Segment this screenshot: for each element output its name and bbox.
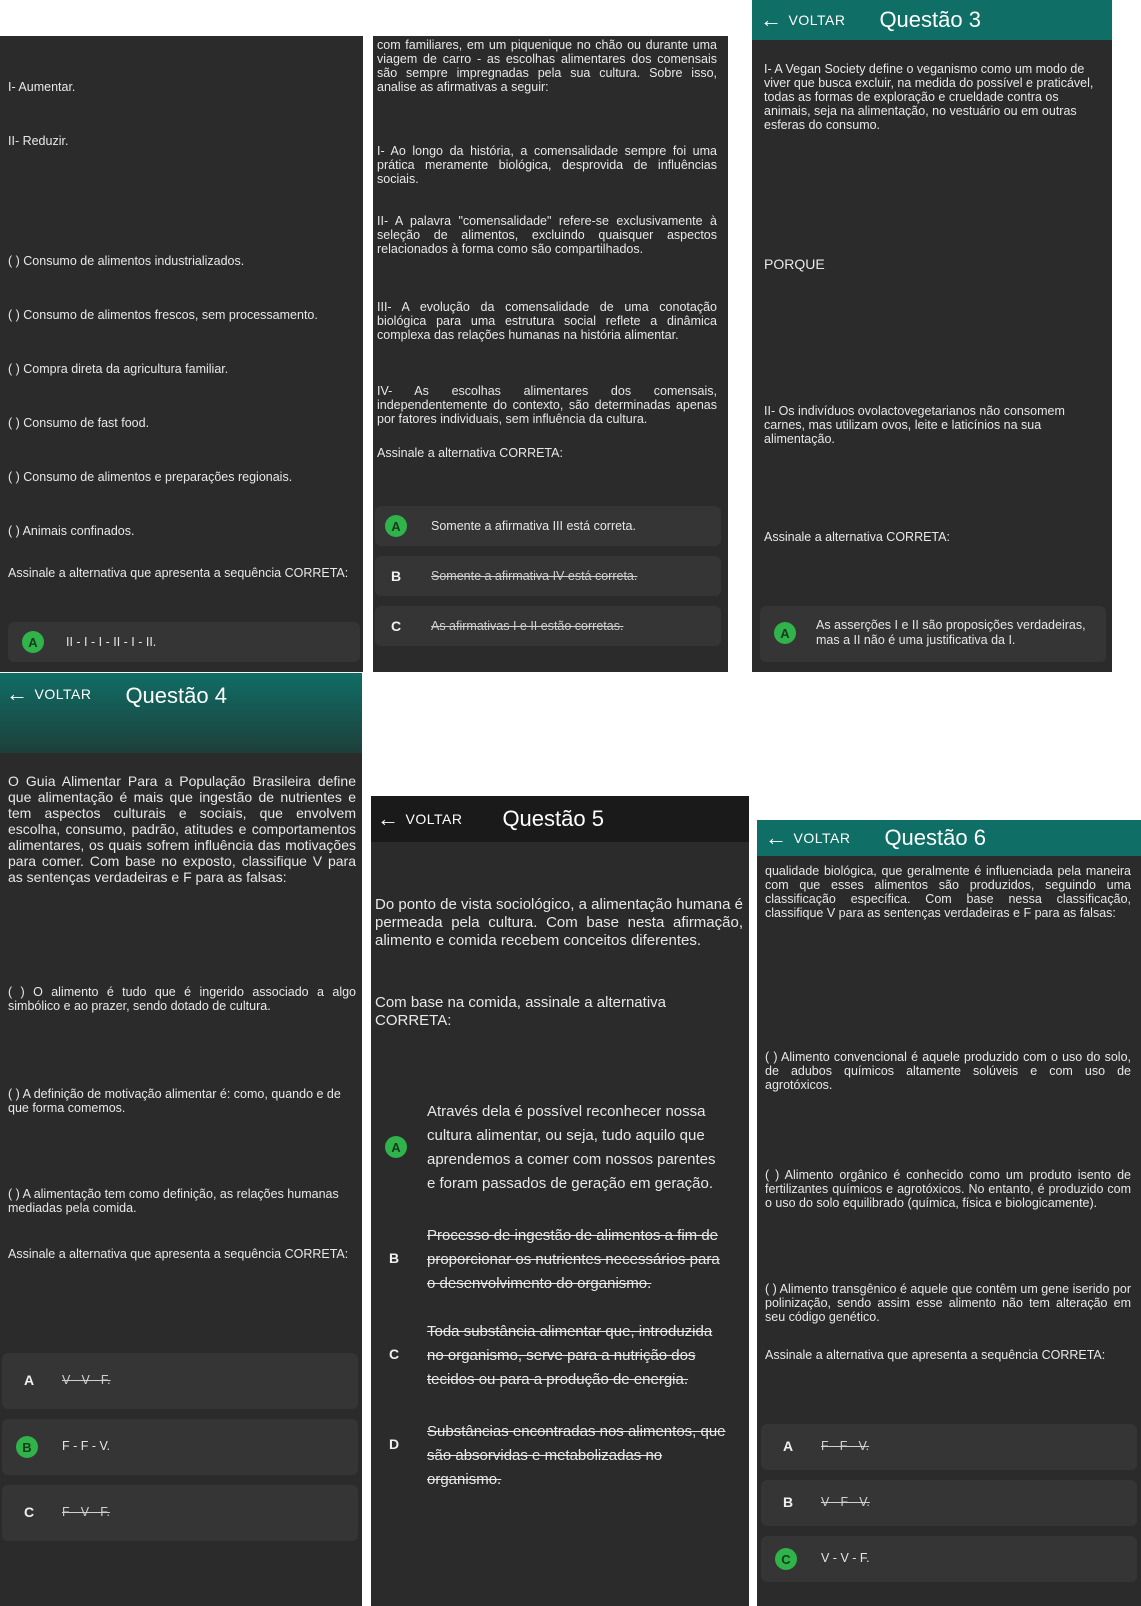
option-a[interactable] [760,606,1106,662]
question-panel-2 [373,36,728,672]
option-text: Através dela é possível reconhecer nossa cultura alimentar, ou seja, tudo aquilo que aprendemos a comer com nossos parentes e foram passados de geração em geração. [427,1103,716,1192]
option-text: Substâncias encontradas nos alimentos, que são absorvidas e metabolizadas no organismo. [427,1423,726,1488]
option-letter: D [389,1436,400,1452]
back-label: VOLTAR [405,811,463,827]
option-c[interactable] [371,1316,749,1396]
option-c[interactable] [2,1485,358,1541]
question-header [371,796,749,842]
question-prompt: Assinale a alternativa que apresenta a sequência CORRETA: [8,1247,349,1261]
option-a[interactable] [2,1353,358,1409]
selected-answer-badge: A [22,631,44,653]
back-button[interactable] [6,683,91,705]
selected-answer-badge: A [774,622,796,644]
question-intro: O Guia Alimentar Para a População Brasileira define que alimentação é mais que ingestão de nutrientes e tem aspectos culturais e sociais, que envolvem escolha, consumo, padrão, atitudes e comportamentos alimentares, os quais sofrem influência das motivações para comer. Com base no exposto, classifique V para as sentenças verdadeiras e F para as falsas: [8,773,356,885]
statement-line: I- Aumentar. [8,80,76,94]
statement-line: ( ) Consumo de alimentos e preparações regionais. [8,470,293,484]
question-intro: Do ponto de vista sociológico, a alimentação humana é permeada pela cultura. Com base nesta afirmação, alimento e comida recebem conceitos diferentes. [375,896,743,949]
option-text: V - F - V. [821,1495,870,1509]
back-label: VOLTAR [793,830,851,846]
statement-1: ( ) O alimento é tudo que é ingerido associado a algo simbólico e ao prazer, sendo dotado de cultura. [8,985,356,1013]
selected-answer-badge: B [16,1436,38,1458]
option-text: Processo de ingestão de alimentos a fim de proporcionar os nutrientes necessários para o desenvolvimento do organismo. [427,1227,720,1292]
question-header [757,820,1141,856]
question-intro: com familiares, em um piquenique no chão ou durante uma viagem de carro - as escolhas alimentares dos comensais são sempre impregnadas pela sua cultura. Sobre isso, analise as afirmativas a seguir: [377,38,717,94]
option-letter: C [389,1346,400,1362]
statement-line: ( ) Animais confinados. [8,524,135,538]
option-letter: B [389,1250,400,1266]
option-c[interactable] [375,606,721,646]
porque-label: PORQUE [764,256,825,272]
arrow-left-icon: ← [765,825,788,850]
option-c[interactable] [761,1536,1137,1582]
option-a[interactable] [761,1424,1137,1470]
statement-2: ( ) A definição de motivação alimentar é: como, quando e de que forma comemos. [8,1087,341,1115]
back-button[interactable] [765,827,850,849]
back-button[interactable] [377,808,462,830]
statement-1: ( ) Alimento convencional é aquele produzido com o uso do solo, de adubos químicos altamente solúveis e com uso de agrotóxicos. [765,1050,1131,1092]
option-letter: B [783,1494,794,1510]
option-b[interactable] [371,1220,749,1300]
back-label: VOLTAR [788,12,846,28]
selected-answer-badge: C [775,1548,797,1570]
statement-2: ( ) Alimento orgânico é conhecido como um produto isento de fertilizantes químicos e agrotóxicos. No entanto, é produzido com o uso do solo equilibrado (química, física e biologicamente). [765,1168,1131,1210]
selected-answer-badge: A [385,515,407,537]
question-prompt: Assinale a alternativa CORRETA: [377,446,563,460]
question-panel-3 [752,0,1112,672]
question-panel-4 [0,673,362,1606]
option-text: F - V - F. [62,1505,110,1519]
option-d[interactable] [371,1416,749,1488]
question-prompt: Assinale a alternativa CORRETA: [764,530,950,544]
statement-3: ( ) Alimento transgênico é aquele que contêm um gene iserido por polinização, sendo assim esse alimento não tem alteração em seu código genético. [765,1282,1131,1324]
option-text: As afirmativas I e II estão corretas. [431,619,624,633]
back-label: VOLTAR [34,686,92,702]
statement-line: ( ) Consumo de alimentos industrializados. [8,254,245,268]
option-text: Somente a afirmativa IV está correta. [431,569,638,583]
question-title: Questão 3 [879,7,981,32]
statement-line: ( ) Compra direta da agricultura familiar. [8,362,229,376]
option-text: Somente a afirmativa III está correta. [431,519,636,533]
arrow-left-icon: ← [6,681,29,706]
question-panel-1 [0,36,363,672]
option-letter: C [391,618,402,634]
option-a[interactable] [8,622,360,662]
option-b[interactable] [375,556,721,596]
affirmative-4: IV- As escolhas alimentares dos comensais, independentemente do contexto, são determinadas apenas por fatores individuais, sem influência da cultura. [377,384,717,426]
question-prompt: Assinale a alternativa que apresenta a sequência CORRETA: [8,566,349,580]
affirmative-1: I- Ao longo da história, a comensalidade sempre foi uma prática meramente biológica, desprovida de influências sociais. [377,144,717,186]
option-text: V - V - F. [821,1551,870,1565]
option-letter: A [783,1438,794,1454]
option-letter: A [24,1372,35,1388]
option-text: V - V - F. [62,1373,111,1387]
option-letter: B [391,568,402,584]
option-text: F - F - V. [821,1439,870,1453]
question-header [752,0,1112,40]
statement-line: ( ) Consumo de fast food. [8,416,150,430]
back-button[interactable] [760,9,845,31]
question-title: Questão 6 [884,825,986,850]
arrow-left-icon: ← [377,806,400,831]
question-panel-6 [757,820,1141,1606]
option-text: As asserções I e II são proposições verdadeiras, mas a II não é uma justificativa da I. [816,618,1086,647]
option-a[interactable] [371,1096,749,1202]
selected-answer-badge: A [385,1136,407,1158]
arrow-left-icon: ← [760,7,783,32]
option-text: II - I - I - II - I - II. [66,635,157,649]
assertion-1: I- A Vegan Society define o veganismo como um modo de viver que busca excluir, na medida do possível e praticável, todas as formas de exploração e crueldade contra os animais, seja na alimentação, no vestuário ou em outras esferas do consumo. [764,62,1094,132]
option-letter: C [24,1504,35,1520]
question-panel-5 [371,796,749,1606]
affirmative-3: III- A evolução da comensalidade de uma conotação biológica para uma estrutura social reflete a dinâmica complexa das relações humanas na história alimentar. [377,300,717,342]
statement-line: ( ) Consumo de alimentos frescos, sem processamento. [8,308,318,322]
statement-3: ( ) A alimentação tem como definição, as relações humanas mediadas pela comida. [8,1187,339,1215]
affirmative-2: II- A palavra "comensalidade" refere-se exclusivamente à seleção de alimentos, excluindo quaisquer aspectos relacionados à forma como são compartilhados. [377,214,717,256]
question-header [0,673,362,753]
option-text: F - F - V. [62,1439,111,1453]
question-prompt: Com base na comida, assinale a alternativa CORRETA: [375,994,666,1029]
option-b[interactable] [761,1480,1137,1526]
option-b[interactable] [2,1419,358,1475]
option-a[interactable] [375,506,721,546]
question-title: Questão 5 [502,806,604,831]
question-prompt: Assinale a alternativa que apresenta a sequência CORRETA: [765,1348,1106,1362]
option-text: Toda substância alimentar que, introduzida no organismo, serve para a nutrição dos tecidos ou para a produção de energia. [427,1323,713,1388]
question-intro: qualidade biológica, que geralmente é influenciada pela maneira com que esses alimentos são produzidos, seguindo uma classificação específica. Com base nessa classificação, classifique V para as sentenças verdadeiras e F para as falsas: [765,864,1131,920]
assertion-2: II- Os indivíduos ovolactovegetarianos não consomem carnes, mas utilizam ovos, leite e laticínios na sua alimentação. [764,404,1065,446]
statement-line: II- Reduzir. [8,134,69,148]
question-title: Questão 4 [125,683,227,708]
